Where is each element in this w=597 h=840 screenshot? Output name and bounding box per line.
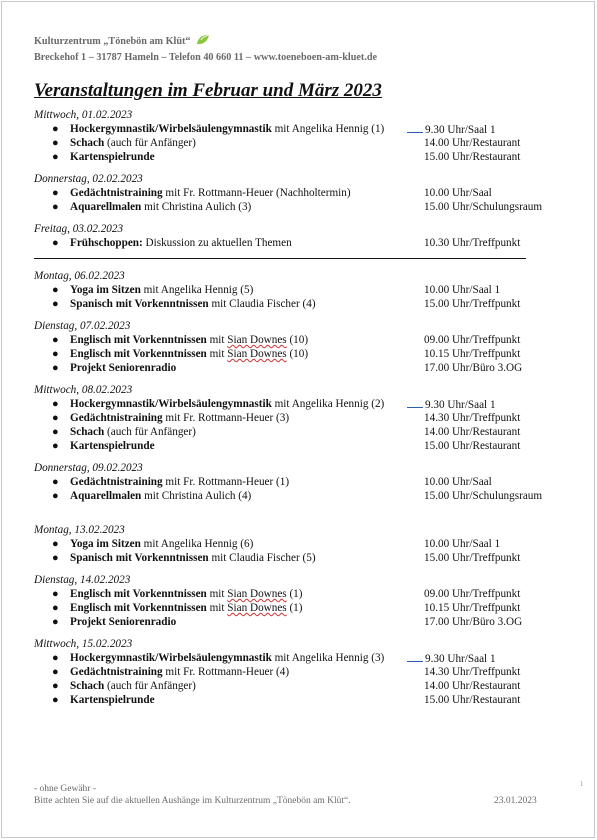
event-time-location: 09.00 Uhr/Treffpunkt bbox=[424, 334, 521, 346]
event-time-location: 14.00 Uhr/Restaurant bbox=[424, 137, 521, 149]
day-block bbox=[34, 222, 574, 250]
day-label: Donnerstag, 02.02.2023 bbox=[34, 173, 143, 185]
event-detail: mit Fr. Rottmann-Heuer (1) bbox=[162, 476, 290, 488]
event-description bbox=[70, 397, 384, 411]
event-row bbox=[34, 333, 574, 347]
event-detail: mit Fr. Rottmann-Heuer (4) bbox=[162, 666, 290, 678]
bullet-icon: ● bbox=[52, 694, 59, 706]
tab-leader bbox=[407, 397, 423, 408]
event-detail: (1) bbox=[286, 588, 303, 600]
bullet-icon: ● bbox=[52, 666, 59, 678]
event-time-location: 10.00 Uhr/Saal 1 bbox=[424, 538, 501, 550]
event-row bbox=[34, 537, 574, 551]
event-time-location bbox=[407, 651, 496, 666]
event-detail: mit Claudia Fischer (5) bbox=[208, 552, 316, 564]
day-block bbox=[34, 523, 574, 565]
day-block bbox=[34, 269, 574, 311]
bullet-icon: ● bbox=[52, 334, 59, 346]
event-name: Hockergymnastik/Wirbelsäulengymnastik bbox=[70, 398, 272, 410]
event-detail: mit Angelika Hennig (1) bbox=[271, 123, 385, 135]
event-description bbox=[70, 122, 384, 136]
event-description bbox=[70, 186, 351, 200]
day-block bbox=[34, 573, 574, 629]
event-time-location: 10.15 Uhr/Treffpunkt bbox=[424, 602, 521, 614]
day-block bbox=[34, 383, 574, 453]
day-label: Montag, 13.02.2023 bbox=[34, 524, 125, 536]
event-time-location: 10.00 Uhr/Saal bbox=[424, 476, 492, 488]
footer-date: 23.01.2023 bbox=[494, 796, 537, 806]
event-name: Projekt Seniorenradio bbox=[70, 616, 177, 628]
event-name: Yoga im Sitzen bbox=[70, 284, 141, 296]
event-row bbox=[34, 475, 574, 489]
event-time-location: 17.00 Uhr/Büro 3.OG bbox=[424, 616, 523, 628]
event-name: Projekt Seniorenradio bbox=[70, 362, 177, 374]
event-detail: (auch für Anfänger) bbox=[104, 680, 196, 692]
event-time-location: 10.00 Uhr/Saal 1 bbox=[424, 284, 501, 296]
event-name: Kartenspielrunde bbox=[70, 440, 155, 452]
bullet-icon: ● bbox=[52, 476, 59, 488]
event-description bbox=[70, 347, 308, 361]
event-time-text: 9.30 Uhr/Saal 1 bbox=[425, 399, 496, 411]
event-time-text: 9.30 Uhr/Saal 1 bbox=[425, 124, 496, 136]
event-time-location: 15.00 Uhr/Treffpunkt bbox=[424, 298, 521, 310]
event-time-location: 10.30 Uhr/Treffpunkt bbox=[424, 237, 521, 249]
event-row bbox=[34, 122, 574, 136]
event-description bbox=[70, 411, 289, 425]
bullet-icon: ● bbox=[52, 123, 59, 135]
event-schedule bbox=[34, 108, 574, 715]
footer-notice: Bitte achten Sie auf die aktuellen Aushänge im Kulturzentrum „Tönebön am Klüt“. bbox=[34, 796, 351, 806]
event-name: Gedächtnistraining bbox=[70, 666, 163, 678]
event-row bbox=[34, 665, 574, 679]
bullet-icon: ● bbox=[52, 602, 59, 614]
event-description bbox=[70, 665, 289, 679]
event-time-location: 17.00 Uhr/Büro 3.OG bbox=[424, 362, 523, 374]
event-detail: mit bbox=[206, 348, 228, 360]
bullet-icon: ● bbox=[52, 440, 59, 452]
day-label: Dienstag, 14.02.2023 bbox=[34, 574, 131, 586]
event-time-location bbox=[407, 397, 496, 412]
instructor-name: Sian Downes bbox=[227, 334, 287, 346]
event-row bbox=[34, 601, 574, 615]
event-name: Spanisch mit Vorkenntnissen bbox=[70, 298, 209, 310]
event-time-location: 15.00 Uhr/Schulungsraum bbox=[424, 201, 543, 213]
event-description bbox=[70, 537, 253, 551]
event-name: Hockergymnastik/Wirbelsäulengymnastik bbox=[70, 652, 272, 664]
bullet-icon: ● bbox=[52, 412, 59, 424]
event-row bbox=[34, 347, 574, 361]
event-description bbox=[70, 439, 155, 453]
event-name: Englisch mit Vorkenntnissen bbox=[70, 348, 207, 360]
event-detail: mit Angelika Hennig (2) bbox=[271, 398, 385, 410]
event-description bbox=[70, 200, 251, 214]
event-detail: mit bbox=[206, 602, 228, 614]
event-row bbox=[34, 439, 574, 453]
event-row bbox=[34, 200, 574, 214]
event-description bbox=[70, 587, 303, 601]
event-description bbox=[70, 551, 316, 565]
day-label: Mittwoch, 08.02.2023 bbox=[34, 384, 133, 396]
day-block bbox=[34, 319, 574, 375]
event-row bbox=[34, 651, 574, 665]
day-block bbox=[34, 108, 574, 164]
event-time-location bbox=[407, 122, 496, 137]
event-detail: mit Angelika Hennig (6) bbox=[140, 538, 254, 550]
event-detail: Diskussion zu aktuellen Themen bbox=[142, 237, 292, 249]
event-row bbox=[34, 551, 574, 565]
event-row bbox=[34, 186, 574, 200]
event-row bbox=[34, 679, 574, 693]
event-name: Gedächtnistraining bbox=[70, 187, 163, 199]
event-name: Yoga im Sitzen bbox=[70, 538, 141, 550]
bullet-icon: ● bbox=[52, 362, 59, 374]
event-description bbox=[70, 425, 196, 439]
event-detail: mit Angelika Hennig (3) bbox=[271, 652, 385, 664]
bullet-icon: ● bbox=[52, 538, 59, 550]
event-time-text: 9.30 Uhr/Saal 1 bbox=[425, 653, 496, 665]
event-detail: (1) bbox=[286, 602, 303, 614]
event-detail: (10) bbox=[286, 334, 309, 346]
event-time-location: 15.00 Uhr/Restaurant bbox=[424, 440, 521, 452]
event-description bbox=[70, 601, 303, 615]
event-description bbox=[70, 333, 308, 347]
bullet-icon: ● bbox=[52, 616, 59, 628]
day-label: Freitag, 03.02.2023 bbox=[34, 223, 124, 235]
footer bbox=[34, 783, 554, 807]
event-name: Kartenspielrunde bbox=[70, 151, 155, 163]
event-description bbox=[70, 475, 289, 489]
event-row bbox=[34, 283, 574, 297]
bullet-icon: ● bbox=[52, 137, 59, 149]
event-row bbox=[34, 615, 574, 629]
page-number: 1 bbox=[579, 780, 583, 788]
day-block bbox=[34, 172, 574, 214]
section-divider bbox=[34, 258, 526, 259]
day-label: Mittwoch, 01.02.2023 bbox=[34, 109, 133, 121]
event-detail: mit bbox=[206, 334, 228, 346]
event-description bbox=[70, 150, 155, 164]
event-row bbox=[34, 236, 574, 250]
page-title: Veranstaltungen im Februar und März 2023 bbox=[34, 80, 382, 101]
event-detail: (auch für Anfänger) bbox=[104, 137, 196, 149]
day-block bbox=[34, 637, 574, 707]
event-name: Englisch mit Vorkenntnissen bbox=[70, 334, 207, 346]
instructor-name: Sian Downes bbox=[227, 588, 287, 600]
tab-leader bbox=[407, 651, 423, 662]
event-name: Englisch mit Vorkenntnissen bbox=[70, 588, 207, 600]
event-name: Schach bbox=[70, 680, 105, 692]
event-description bbox=[70, 489, 251, 503]
tab-leader bbox=[407, 122, 423, 133]
event-name: Kartenspielrunde bbox=[70, 694, 155, 706]
organization-name: Kulturzentrum „Tönebön am Klüt“ bbox=[34, 36, 191, 47]
bullet-icon: ● bbox=[52, 680, 59, 692]
day-label: Mittwoch, 15.02.2023 bbox=[34, 638, 133, 650]
event-name: Aquarellmalen bbox=[70, 490, 142, 502]
event-time-location: 15.00 Uhr/Treffpunkt bbox=[424, 552, 521, 564]
event-time-location: 14.00 Uhr/Restaurant bbox=[424, 426, 521, 438]
event-name: Hockergymnastik/Wirbelsäulengymnastik bbox=[70, 123, 272, 135]
footer-disclaimer: - ohne Gewähr - bbox=[34, 784, 96, 794]
letterhead-address: Breckehof 1 – 31787 Hameln – Telefon 40 660 11 – www.toeneboen-am-kluet.de bbox=[34, 52, 378, 63]
bullet-icon: ● bbox=[52, 151, 59, 163]
event-row bbox=[34, 693, 574, 707]
instructor-name: Sian Downes bbox=[227, 348, 287, 360]
event-name: Gedächtnistraining bbox=[70, 412, 163, 424]
day-label: Montag, 06.02.2023 bbox=[34, 270, 125, 282]
bullet-icon: ● bbox=[52, 552, 59, 564]
event-name: Aquarellmalen bbox=[70, 201, 142, 213]
bullet-icon: ● bbox=[52, 187, 59, 199]
event-time-location: 14.00 Uhr/Restaurant bbox=[424, 680, 521, 692]
week-gap bbox=[34, 511, 574, 523]
event-detail: mit bbox=[206, 588, 228, 600]
event-description bbox=[70, 283, 253, 297]
event-time-location: 10.00 Uhr/Saal bbox=[424, 187, 492, 199]
bullet-icon: ● bbox=[52, 588, 59, 600]
event-time-location: 14.30 Uhr/Treffpunkt bbox=[424, 666, 521, 678]
letterhead bbox=[34, 34, 377, 66]
event-name: Spanisch mit Vorkenntnissen bbox=[70, 552, 209, 564]
bullet-icon: ● bbox=[52, 398, 59, 410]
event-detail: (10) bbox=[286, 348, 309, 360]
instructor-name: Sian Downes bbox=[227, 602, 287, 614]
event-description bbox=[70, 361, 176, 375]
event-detail: mit Fr. Rottmann-Heuer (3) bbox=[162, 412, 290, 424]
footer-notice-line bbox=[34, 795, 554, 807]
event-detail: mit Claudia Fischer (4) bbox=[208, 298, 316, 310]
bullet-icon: ● bbox=[52, 237, 59, 249]
event-name: Schach bbox=[70, 137, 105, 149]
event-time-location: 09.00 Uhr/Treffpunkt bbox=[424, 588, 521, 600]
event-name: Schach bbox=[70, 426, 105, 438]
event-name: Gedächtnistraining bbox=[70, 476, 163, 488]
leaf-logo-icon bbox=[196, 34, 210, 46]
event-row bbox=[34, 150, 574, 164]
event-row bbox=[34, 425, 574, 439]
event-description bbox=[70, 136, 196, 150]
event-time-location: 14.30 Uhr/Treffpunkt bbox=[424, 412, 521, 424]
event-row bbox=[34, 489, 574, 503]
event-row bbox=[34, 297, 574, 311]
event-time-location: 15.00 Uhr/Schulungsraum bbox=[424, 490, 543, 502]
event-time-location: 15.00 Uhr/Restaurant bbox=[424, 151, 521, 163]
bullet-icon: ● bbox=[52, 490, 59, 502]
event-row bbox=[34, 587, 574, 601]
event-row bbox=[34, 136, 574, 150]
event-detail: (auch für Anfänger) bbox=[104, 426, 196, 438]
event-description bbox=[70, 615, 176, 629]
event-row bbox=[34, 411, 574, 425]
day-label: Dienstag, 07.02.2023 bbox=[34, 320, 131, 332]
event-detail: mit Christina Aulich (4) bbox=[141, 490, 252, 502]
event-description bbox=[70, 297, 316, 311]
bullet-icon: ● bbox=[52, 298, 59, 310]
event-description bbox=[70, 693, 155, 707]
bullet-icon: ● bbox=[52, 284, 59, 296]
bullet-icon: ● bbox=[52, 426, 59, 438]
bullet-icon: ● bbox=[52, 201, 59, 213]
bullet-icon: ● bbox=[52, 348, 59, 360]
event-description bbox=[70, 651, 384, 665]
event-row bbox=[34, 397, 574, 411]
event-time-location: 10.15 Uhr/Treffpunkt bbox=[424, 348, 521, 360]
day-block bbox=[34, 461, 574, 503]
letterhead-org-line bbox=[34, 34, 377, 50]
event-detail: mit Angelika Hennig (5) bbox=[140, 284, 254, 296]
event-name: Englisch mit Vorkenntnissen bbox=[70, 602, 207, 614]
day-label: Donnerstag, 09.02.2023 bbox=[34, 462, 143, 474]
event-description bbox=[70, 679, 196, 693]
event-description bbox=[70, 236, 292, 250]
event-detail: mit Fr. Rottmann-Heuer (Nachholtermin) bbox=[162, 187, 351, 199]
event-row bbox=[34, 361, 574, 375]
event-detail: mit Christina Aulich (3) bbox=[141, 201, 252, 213]
bullet-icon: ● bbox=[52, 652, 59, 664]
event-time-location: 15.00 Uhr/Restaurant bbox=[424, 694, 521, 706]
event-name: Frühschoppen: bbox=[70, 237, 143, 249]
